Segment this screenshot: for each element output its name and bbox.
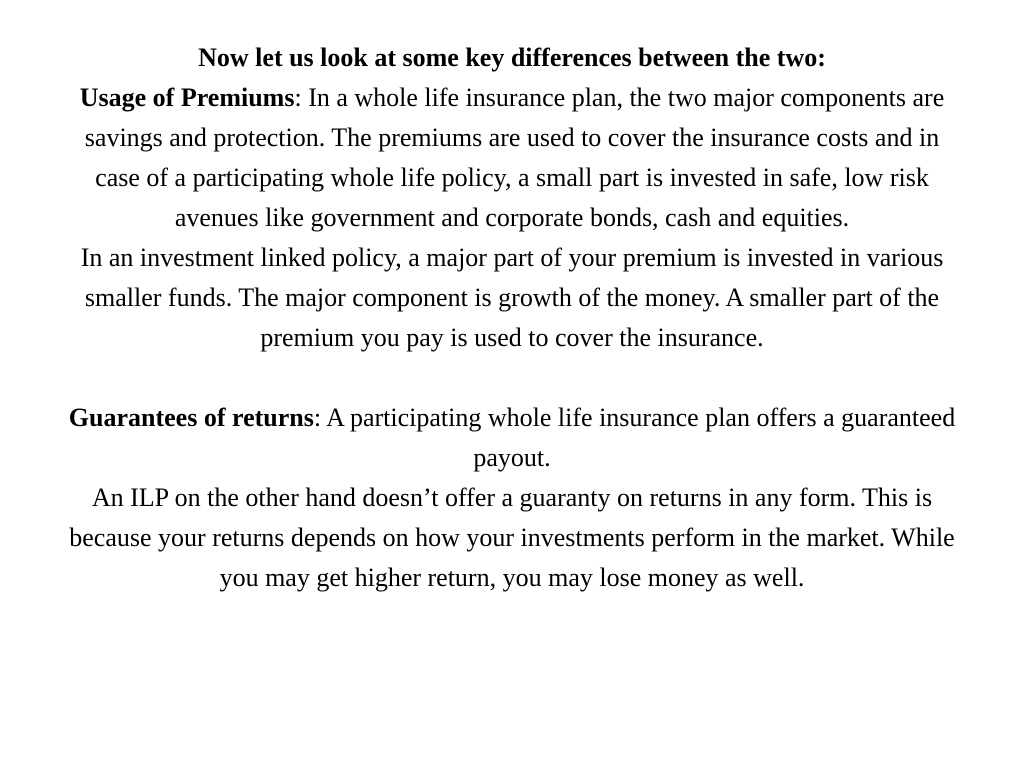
slide-content: [60, 38, 964, 598]
section-spacer: [60, 358, 964, 398]
investment-linked-paragraph: In an investment linked policy, a major part of your premium is invested in various smaller funds. The major component is growth of the money. A smaller part of the premium you pay is used to cover the insurance.: [80, 243, 944, 352]
guarantees-of-returns-paragraph: [60, 398, 964, 478]
guarantees-of-returns-text: A participating whole life insurance plan offers a guaranteed payout.: [321, 403, 956, 472]
slide-heading: Now let us look at some key differences between the two:: [198, 43, 826, 72]
usage-of-premiums-term: Usage of Premiums: [79, 83, 295, 112]
guarantees-of-returns-separator: :: [313, 403, 322, 432]
usage-of-premiums-paragraph: [60, 78, 964, 238]
usage-of-premiums-separator: :: [294, 83, 302, 112]
guarantees-of-returns-term: Guarantees of returns: [68, 403, 314, 432]
usage-of-premiums-text: In a whole life insurance plan, the two major components are savings and protection. The premiums are used to cover the insurance costs and in case of a participating whole life policy, a small part is invested in safe, low risk avenues like government and corporate bonds, cash and equities.: [84, 83, 945, 232]
ilp-returns-paragraph: An ILP on the other hand doesn’t offer a guaranty on returns in any form. This is because your returns depends on how your investments perform in the market. While you may get higher return, you may lose money as well.: [69, 483, 955, 592]
